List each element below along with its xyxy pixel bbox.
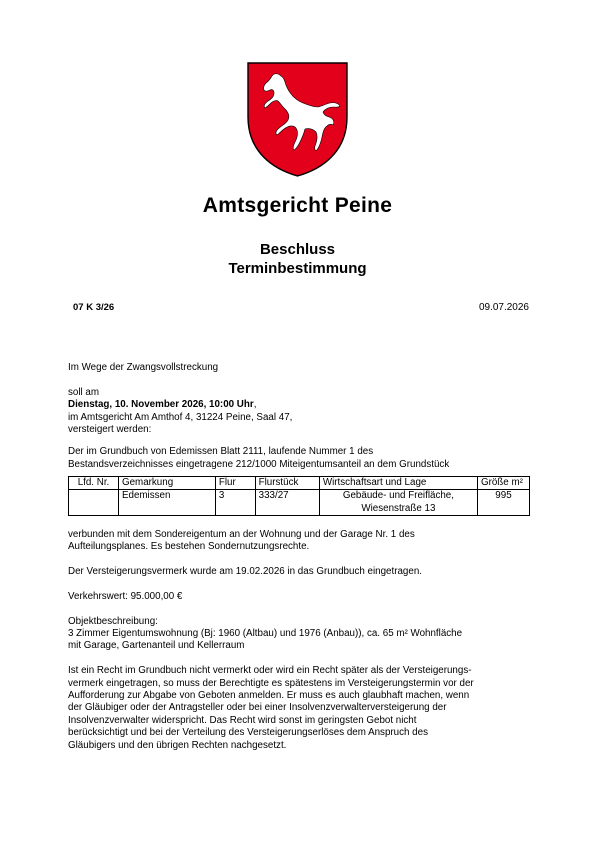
header-gemarkung: Gemarkung [118, 477, 215, 490]
rights-notice-line: Gläubigers und den übrigen Rechten nachgesetzt. [68, 739, 287, 751]
header-lfd-nr: Lfd. Nr. [69, 477, 119, 490]
header-groesse: Größe m² [477, 477, 529, 490]
property-table [68, 476, 530, 516]
property-intro-line: Der im Grundbuch von Edemissen Blatt 2111, laufende Nummer 1 des [68, 446, 374, 458]
cell-gemarkung: Edemissen [118, 490, 215, 515]
market-value: Verkehrswert: 95.000,00 € [68, 590, 183, 602]
cell-flurstueck: 333/27 [255, 490, 319, 515]
rights-notice-line: Aufforderung zur Abgabe von Geboten anmelden. Er muss es auch glaubhaft machen, wenn [68, 690, 470, 702]
rights-notice-line: berücksichtigt und bei der Verteilung des Versteigerungserlöses dem Anspruch des [68, 727, 428, 739]
document-date: 09.07.2026 [478, 302, 529, 313]
rights-notice-line: vermerk eingetragen, so muss der Berechtigte es spätestens im Versteigerungstermin vor der [68, 677, 474, 689]
cell-lage-line: Wiesenstraße 13 [361, 502, 436, 514]
document-body [68, 362, 530, 764]
hearing-datetime-line [68, 399, 530, 411]
registration-note: Der Versteigerungsvermerk wurde am 19.02.2026 in das Grundbuch eingetragen. [68, 566, 422, 578]
hearing-lead: soll am [68, 386, 100, 398]
rights-notice-line: der Gläubiger oder der Antragsteller oder bei einer Insolvenzverwalterversteigerung der [68, 702, 447, 714]
cell-lfd-nr [69, 490, 119, 515]
cell-wirtschaftsart [319, 490, 477, 515]
document-type [0, 240, 595, 278]
property-intro [68, 446, 530, 471]
object-description-label: Objektbeschreibung: [68, 615, 158, 627]
object-description-line: 3 Zimmer Eigentumswohnung (Bj: 1960 (Altbau) und 1976 (Anbau)), ca. 65 m² Wohnfläche [68, 628, 463, 640]
header-flur: Flur [215, 477, 255, 490]
hearing-datetime-suffix: , [253, 399, 257, 411]
table-header-row [69, 477, 530, 490]
lower-saxony-horse-icon [247, 62, 348, 177]
doc-type-line: Terminbestimmung [228, 260, 367, 277]
rights-notice [68, 665, 530, 752]
rights-notice-line: Insolvenzverwalter widerspricht. Das Recht wird sonst im geringsten Gebot nicht [68, 714, 417, 726]
court-name: Amtsgericht Peine [202, 194, 393, 217]
object-description-line: mit Garage, Gartenanteil und Kellerraum [68, 640, 245, 652]
cell-flur: 3 [215, 490, 255, 515]
file-reference: 07 K 3/26 [73, 302, 115, 313]
condominium-line: verbunden mit dem Sondereigentum an der Wohnung und der Garage Nr. 1 des [68, 528, 415, 540]
rights-notice-line: Ist ein Recht im Grundbuch nicht vermerkt oder wird ein Recht später als der Versteigerungs- [68, 665, 472, 677]
hearing-block [68, 387, 530, 437]
cell-groesse: 995 [477, 490, 529, 515]
intro-text: Im Wege der Zwangsvollstreckung [68, 362, 219, 373]
doc-type-line: Beschluss [259, 241, 336, 258]
condominium-line: Aufteilungsplanes. Es bestehen Sondernutzungsrechte. [68, 541, 310, 553]
table-row [69, 490, 530, 515]
hearing-datetime: Dienstag, 10. November 2026, 10:00 Uhr [68, 399, 254, 411]
object-description [68, 616, 530, 653]
condominium-note [68, 529, 530, 554]
header-flurstueck: Flurstück [255, 477, 319, 490]
hearing-action: versteigert werden: [68, 424, 152, 436]
cell-lage-line: Gebäude- und Freifläche, [342, 490, 454, 502]
header-wirtschaftsart: Wirtschaftsart und Lage [319, 477, 477, 490]
hearing-location: im Amtsgericht Am Amthof 4, 31224 Peine, Saal 47, [68, 411, 293, 423]
property-intro-line: Bestandsverzeichnisses eingetragene 212/1000 Miteigentumsanteil an dem Grundstück [68, 458, 450, 470]
